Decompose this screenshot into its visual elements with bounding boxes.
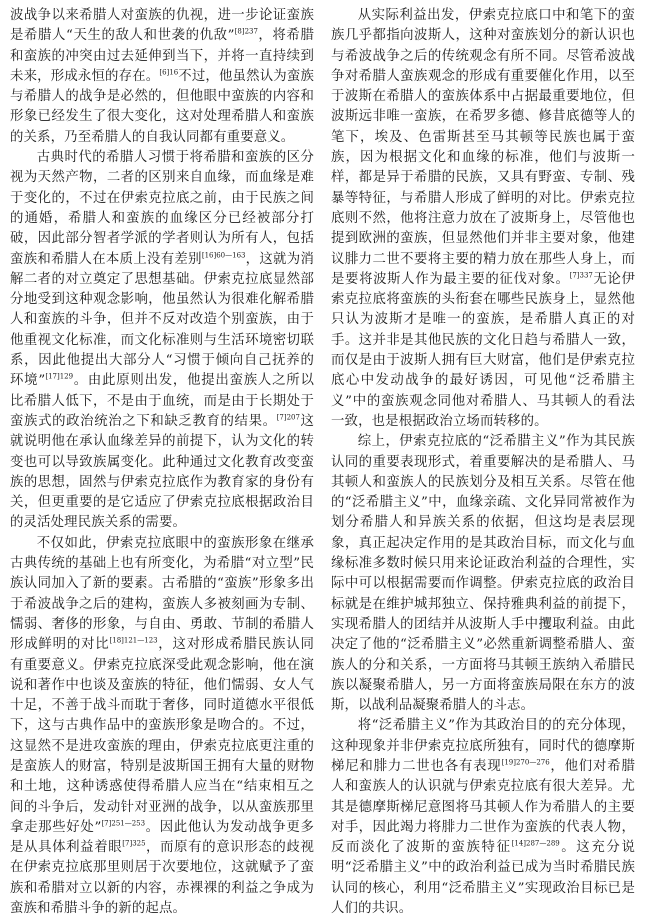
text-run: ，他们对希腊人和蛮族人的认识就与伊索克拉底有很大差异。尤其是德摩斯梯尼意图将马其顿人作为希腊人的主要对手，因此竭力将腓力二世作为蛮族的代表人物，反而淡化了波斯的蛮族特征 [331, 758, 635, 856]
citation-ref: [7]325 [122, 839, 146, 848]
citation-ref: [16]60—163 [201, 251, 246, 260]
citation-ref: [7]337 [569, 271, 593, 280]
text-run: 。由此原则出发，他提出蛮族人之所以比希腊人低下，不是由于血统，而是由于长期处于蛮族式的政治统治之下和缺乏教育的结果。 [10, 373, 314, 429]
text-run: ，这就为消解二者的对立奠定了思想基础。伊索克拉底显然部分地受到这种观念影响，他虽然认为很难化解希腊人和蛮族的斗争，但并不反对改造个别蛮族，由于他重视文化标准，而文化标准则与生活环境密切联系，因此他提出大部分人“习惯于倾向自己抚养的环境” [10, 251, 314, 389]
paragraph-p2 [10, 148, 314, 534]
text-run: ，将希腊和蛮族的冲突由过去延伸到当下，并将一直持续到未来，形成永恒的存在。 [10, 28, 314, 84]
citation-ref: [7]251—253 [101, 819, 146, 828]
text-run: 古典时代的希腊人习惯于将希腊和蛮族的区分视为天然产物，二者的区别来自血缘，而血缘是难于变化的，不过在伊索克拉底之前，由于民族之间的通婚，希腊人和蛮族的血缘区分已经被部分打破，因此部分智者学派的学者则认为所有人，包括蛮族和希腊人在本质上没有差别 [10, 150, 314, 267]
paragraph-p6 [331, 716, 635, 919]
text-run: 将“泛希腊主义”作为其政治目的的充分体现，这种现象并非伊索克拉底所独有，同时代的德摩斯梯尼和腓力二世也各有表现 [331, 718, 635, 774]
citation-ref: [14]287—289 [511, 839, 560, 848]
text-run: 综上，伊索克拉底的“泛希腊主义”作为其民族认同的重要表现形式，着重要解决的是希腊人、马其顿人和蛮族人的民族划分及相互关系。尽管在他的“泛希腊主义”中，血缘亲疏、文化异同常被作为划分希腊人和异族关系的依据，但这均是表层现象，真正起决定作用的是其政治目标，而文化与血缘标准多数时候只用来论证政治利益的合理性，实际中可以根据需要而作调整。伊索克拉底的政治目标就是在维护城邦独立、保持雅典利益的前提下，实现希腊人的团结并从波斯人手中攫取利益。由此决定了他的“泛希腊主义”必然重新调整希腊人、蛮族人的分和关系，一方面将马其顿王族纳入希腊民族以凝聚希腊人，另一方面将蛮族局限在东方的波斯，以战利品凝聚希腊人的斗志。 [331, 434, 635, 714]
text-run: 。这充分说明“泛希腊主义”中的政治利益已成为当时希腊民族认同的核心，利用“泛希腊主义”实现政治目标已是人们的共识。 [331, 840, 635, 917]
text-run: 。因此他认为发动战争更多是从具体利益着眼 [10, 819, 314, 856]
paragraph-p3 [10, 534, 314, 919]
text-run: ，而原有的意识形态的歧视在伊索克拉底那里则居于次要地位，这就赋予了蛮族和希腊对立以新的内容，赤裸裸的利益之争成为蛮族和希腊斗争的新的起点。 [10, 840, 314, 917]
citation-ref: [18]121—123 [109, 636, 158, 645]
text-run: 这就说明他在承认血缘差异的前提下，认为文化的转变也可以导致族属变化。此种通过文化教育改变蛮族的思想，固然与伊索克拉底作为教育家的身份有关，但更重要的是它适应了伊索克拉底根据政治目的灵活处理民族关系的需要。 [10, 413, 314, 531]
text-run: ，这对形成希腊民族认同有重要意义。伊索克拉底深受此观念影响，他在演说和著作中也谈及蛮族的特征，他们懦弱、女人气十足，不善于战斗而耽于奢侈，同时道德水平很低下，这与古典作品中的蛮族形象是吻合的。不过，这显然不是进攻蛮族的理由，伊索克拉底更注重的是蛮族人的财富，特别是波斯国王拥有大量的财物和土地，这种诱惑使得希腊人应当在“结束相互之间的斗争后，发动针对亚洲的战争，以从蛮族那里拿走那些好处” [10, 637, 314, 835]
paragraph-p1 [10, 6, 314, 148]
text-run: 波战争以来希腊人对蛮族的仇视，进一步论证蛮族是希腊人“天生的敌人和世袭的仇敌” [10, 8, 314, 44]
citation-ref: [6]16 [159, 68, 179, 77]
right-column [331, 6, 635, 917]
text-run: 无论伊索克拉底将蛮族的头衔套在哪些民族身上，显然他只认为波斯才是唯一的蛮族，是希腊人真正的对手。这并非是其他民族的文化日趋与希腊人一致，而仅是由于波斯人拥有巨大财富，他们是伊索克拉底心中发动战争的最好诱因，可见他“泛希腊主义”中的蛮族观念同他对希腊人、马其顿人的看法一致，也是根据政治立场而转移的。 [331, 271, 635, 429]
left-column [10, 6, 314, 917]
citation-ref: [17]129 [45, 372, 74, 381]
text-run: 从实际利益出发，伊索克拉底口中和笔下的蛮族几乎都指向波斯人，这种对蛮族划分的新认识也与希波战争之后的传统观念有所不同。尽管希波战争对希腊人蛮族观念的形成有重要催化作用，以至于波斯在希腊人的蛮族体系中占据最重要地位，但波斯远非唯一蛮族，在希罗多德、修昔底德等人的笔下，埃及、色雷斯甚至马其顿等民族也属于蛮族，因为根据文化和血缘的标准，他们与波斯一样，都是异于希腊的民族，又具有野蛮、专制、残暴等特征，与希腊人形成了鲜明的对比。伊索克拉底则不然，他将注意力放在了波斯身上，尽管他也提到欧洲的蛮族，但显然他们并非主要对象，他建议腓力二世不要将主要的精力放在那些人身上，而是要将波斯人作为最主要的征伐对象。 [331, 8, 635, 287]
paragraph-p5 [331, 432, 635, 716]
text-run: 不过，他虽然认为蛮族与希腊人的战争是必然的，但他眼中蛮族的内容和形象已经发生了很大变化，这对处理希腊人和蛮族的关系，乃至希腊人的自我认同都有重要意义。 [10, 68, 314, 145]
paragraph-p4 [331, 6, 635, 432]
citation-ref: [7]207 [276, 413, 300, 422]
citation-ref: [8]237 [234, 27, 258, 36]
text-run: 不仅如此，伊索克拉底眼中的蛮族形象在继承古典传统的基础上也有所变化，为希腊“对立型”民族认同加入了新的要素。古希腊的“蛮族”形象多出于希波战争之后的建构，蛮族人多被刻画为专制、懦弱、奢侈的形象，与自由、勇敢、节制的希腊人形成鲜明的对比 [10, 535, 314, 653]
citation-ref: [19]270—276 [501, 758, 550, 767]
